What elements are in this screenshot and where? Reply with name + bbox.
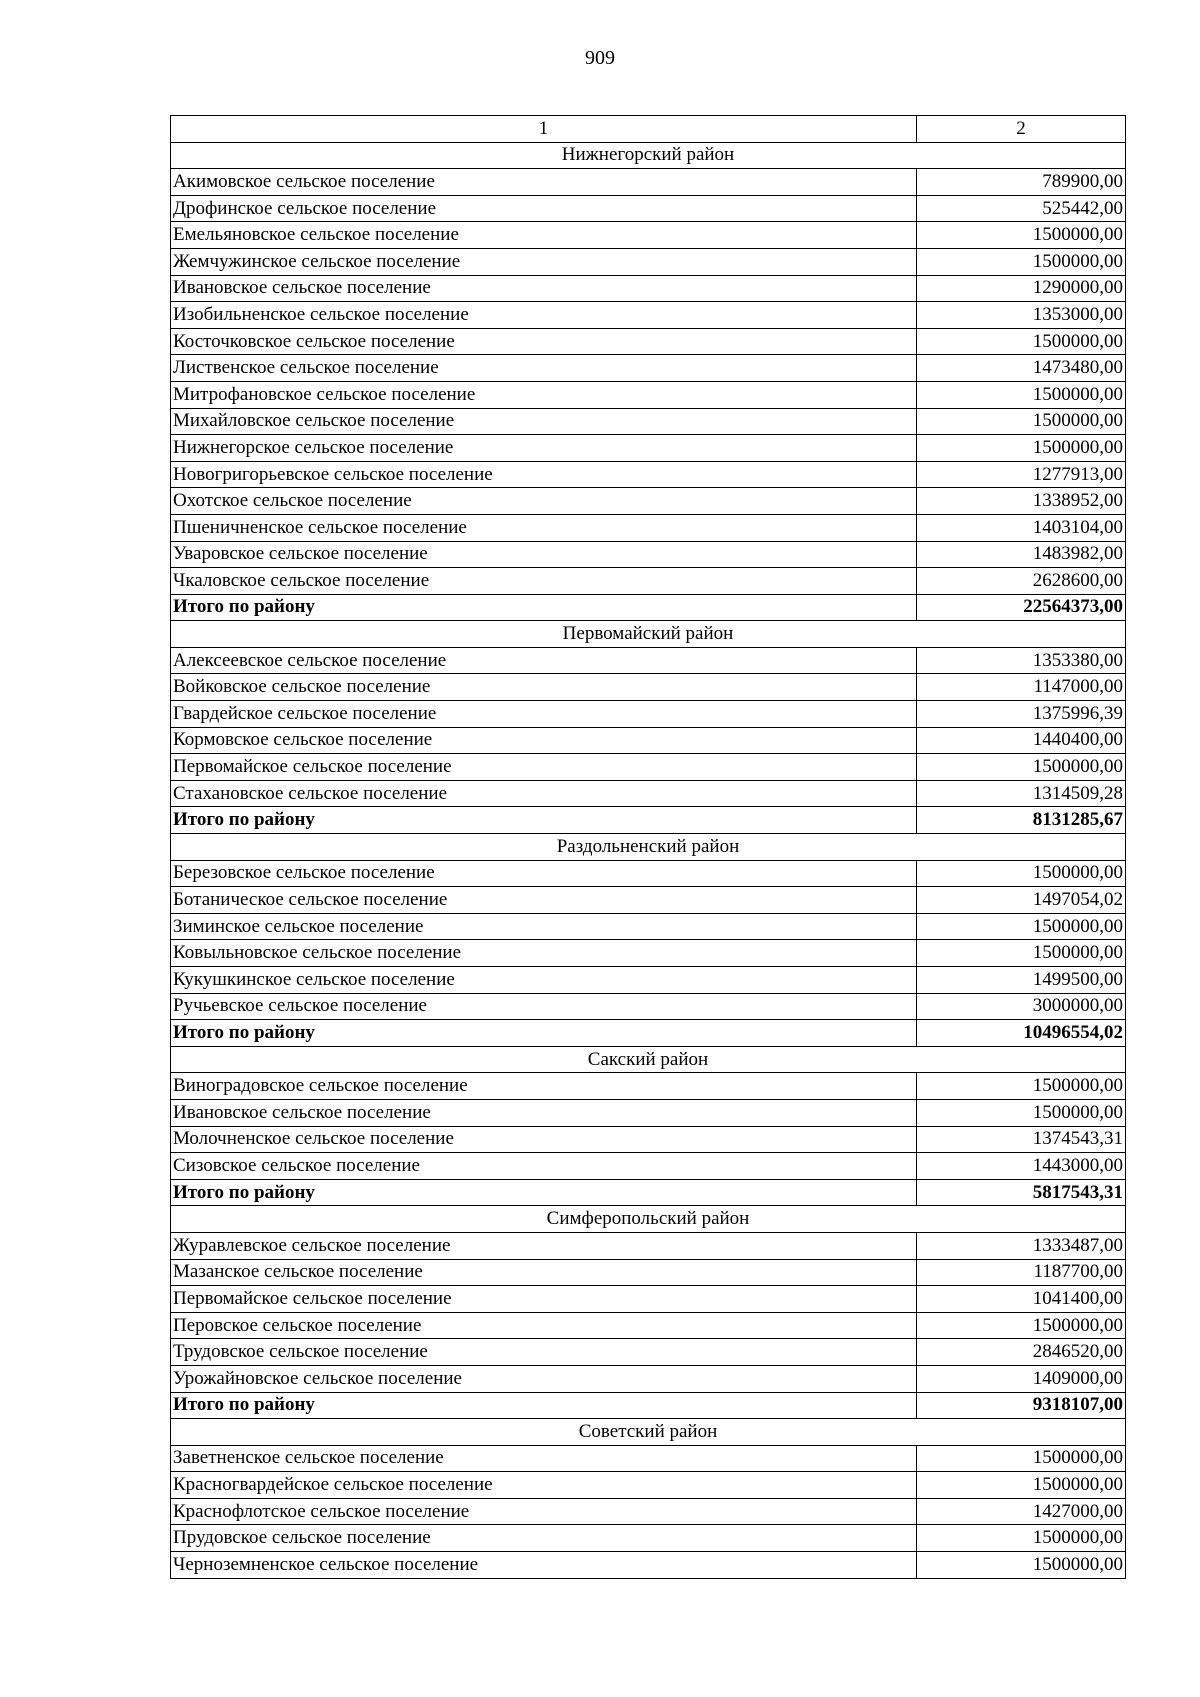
settlement-row bbox=[171, 1552, 1126, 1579]
district-name: Раздольненский район bbox=[171, 834, 1126, 861]
settlement-name: Березовское сельское поселение bbox=[171, 860, 917, 887]
settlement-row bbox=[171, 647, 1126, 674]
settlement-row bbox=[171, 1472, 1126, 1499]
settlement-name: Ручьевское сельское поселение bbox=[171, 993, 917, 1020]
settlement-row bbox=[171, 1259, 1126, 1286]
settlement-amount: 1403104,00 bbox=[917, 514, 1126, 541]
settlement-name: Чкаловское сельское поселение bbox=[171, 568, 917, 595]
settlement-row bbox=[171, 913, 1126, 940]
settlement-name: Ивановское сельское поселение bbox=[171, 1099, 917, 1126]
settlement-name: Прудовское сельское поселение bbox=[171, 1525, 917, 1552]
settlement-name: Молочненское сельское поселение bbox=[171, 1126, 917, 1153]
settlement-name: Войковское сельское поселение bbox=[171, 674, 917, 701]
settlement-name: Черноземненское сельское поселение bbox=[171, 1552, 917, 1579]
settlement-row bbox=[171, 1498, 1126, 1525]
settlement-amount: 1147000,00 bbox=[917, 674, 1126, 701]
settlement-row bbox=[171, 1312, 1126, 1339]
district-row bbox=[171, 1206, 1126, 1233]
settlement-amount: 1500000,00 bbox=[917, 754, 1126, 781]
settlement-amount: 3000000,00 bbox=[917, 993, 1126, 1020]
settlement-name: Косточковское сельское поселение bbox=[171, 328, 917, 355]
settlement-name: Охотское сельское поселение bbox=[171, 488, 917, 515]
settlement-row bbox=[171, 1339, 1126, 1366]
settlement-amount: 1290000,00 bbox=[917, 275, 1126, 302]
district-row bbox=[171, 834, 1126, 861]
district-total-amount: 22564373,00 bbox=[917, 594, 1126, 621]
budget-table-body bbox=[171, 116, 1126, 1579]
settlement-row bbox=[171, 275, 1126, 302]
district-total-label: Итого по району bbox=[171, 1392, 917, 1419]
settlement-row bbox=[171, 1445, 1126, 1472]
settlement-name: Михайловское сельское поселение bbox=[171, 408, 917, 435]
settlement-row bbox=[171, 1365, 1126, 1392]
settlement-amount: 1499500,00 bbox=[917, 967, 1126, 994]
settlement-name: Ковыльновское сельское поселение bbox=[171, 940, 917, 967]
settlement-amount: 1473480,00 bbox=[917, 355, 1126, 382]
district-total-label: Итого по району bbox=[171, 807, 917, 834]
settlement-row bbox=[171, 1073, 1126, 1100]
settlement-row bbox=[171, 754, 1126, 781]
district-total-row bbox=[171, 807, 1126, 834]
settlement-amount: 1338952,00 bbox=[917, 488, 1126, 515]
settlement-name: Стахановское сельское поселение bbox=[171, 780, 917, 807]
settlement-amount: 2846520,00 bbox=[917, 1339, 1126, 1366]
district-row bbox=[171, 1046, 1126, 1073]
settlement-row bbox=[171, 461, 1126, 488]
district-total-row bbox=[171, 1179, 1126, 1206]
settlement-row bbox=[171, 887, 1126, 914]
settlement-row bbox=[171, 1525, 1126, 1552]
settlement-row bbox=[171, 701, 1126, 728]
settlement-row bbox=[171, 195, 1126, 222]
settlement-row bbox=[171, 940, 1126, 967]
settlement-name: Гвардейское сельское поселение bbox=[171, 701, 917, 728]
settlement-name: Уваровское сельское поселение bbox=[171, 541, 917, 568]
settlement-row bbox=[171, 488, 1126, 515]
settlement-amount: 1409000,00 bbox=[917, 1365, 1126, 1392]
settlement-amount: 1440400,00 bbox=[917, 727, 1126, 754]
district-total-row bbox=[171, 594, 1126, 621]
budget-table bbox=[170, 115, 1126, 1579]
settlement-name: Новогригорьевское сельское поселение bbox=[171, 461, 917, 488]
settlement-row bbox=[171, 993, 1126, 1020]
page-number: 909 bbox=[585, 47, 615, 69]
settlement-row bbox=[171, 169, 1126, 196]
settlement-name: Кормовское сельское поселение bbox=[171, 727, 917, 754]
settlement-amount: 525442,00 bbox=[917, 195, 1126, 222]
settlement-name: Заветненское сельское поселение bbox=[171, 1445, 917, 1472]
district-row bbox=[171, 1419, 1126, 1446]
settlement-amount: 1277913,00 bbox=[917, 461, 1126, 488]
district-name: Советский район bbox=[171, 1419, 1126, 1446]
settlement-name: Журавлевское сельское поселение bbox=[171, 1232, 917, 1259]
settlement-name: Акимовское сельское поселение bbox=[171, 169, 917, 196]
district-total-row bbox=[171, 1392, 1126, 1419]
settlement-name: Сизовское сельское поселение bbox=[171, 1153, 917, 1180]
settlement-amount: 1353000,00 bbox=[917, 302, 1126, 329]
settlement-row bbox=[171, 435, 1126, 462]
settlement-row bbox=[171, 222, 1126, 249]
district-total-amount: 10496554,02 bbox=[917, 1020, 1126, 1047]
settlement-row bbox=[171, 967, 1126, 994]
district-name: Нижнегорский район bbox=[171, 142, 1126, 169]
settlement-amount: 1314509,28 bbox=[917, 780, 1126, 807]
settlement-row bbox=[171, 727, 1126, 754]
settlement-row bbox=[171, 1153, 1126, 1180]
table-header-row bbox=[171, 116, 1126, 143]
settlement-name: Трудовское сельское поселение bbox=[171, 1339, 917, 1366]
settlement-amount: 1353380,00 bbox=[917, 647, 1126, 674]
settlement-amount: 1483982,00 bbox=[917, 541, 1126, 568]
settlement-row bbox=[171, 780, 1126, 807]
settlement-name: Первомайское сельское поселение bbox=[171, 754, 917, 781]
district-row bbox=[171, 621, 1126, 648]
settlement-amount: 2628600,00 bbox=[917, 568, 1126, 595]
settlement-name: Дрофинское сельское поселение bbox=[171, 195, 917, 222]
settlement-row bbox=[171, 1286, 1126, 1313]
settlement-name: Урожайновское сельское поселение bbox=[171, 1365, 917, 1392]
settlement-name: Емельяновское сельское поселение bbox=[171, 222, 917, 249]
settlement-row bbox=[171, 1126, 1126, 1153]
settlement-row bbox=[171, 328, 1126, 355]
settlement-amount: 1375996,39 bbox=[917, 701, 1126, 728]
settlement-amount: 1500000,00 bbox=[917, 248, 1126, 275]
settlement-row bbox=[171, 408, 1126, 435]
district-name: Первомайский район bbox=[171, 621, 1126, 648]
settlement-amount: 1500000,00 bbox=[917, 1073, 1126, 1100]
settlement-row bbox=[171, 248, 1126, 275]
settlement-amount: 1187700,00 bbox=[917, 1259, 1126, 1286]
settlement-name: Пшеничненское сельское поселение bbox=[171, 514, 917, 541]
settlement-amount: 1500000,00 bbox=[917, 1552, 1126, 1579]
settlement-row bbox=[171, 514, 1126, 541]
settlement-amount: 1500000,00 bbox=[917, 222, 1126, 249]
settlement-amount: 1500000,00 bbox=[917, 1445, 1126, 1472]
settlement-name: Изобильненское сельское поселение bbox=[171, 302, 917, 329]
settlement-name: Кукушкинское сельское поселение bbox=[171, 967, 917, 994]
settlement-amount: 1500000,00 bbox=[917, 940, 1126, 967]
settlement-name: Красногвардейское сельское поселение bbox=[171, 1472, 917, 1499]
settlement-amount: 1500000,00 bbox=[917, 381, 1126, 408]
settlement-name: Первомайское сельское поселение bbox=[171, 1286, 917, 1313]
district-row bbox=[171, 142, 1126, 169]
settlement-amount: 1427000,00 bbox=[917, 1498, 1126, 1525]
column-header-1: 1 bbox=[171, 116, 917, 143]
settlement-row bbox=[171, 860, 1126, 887]
settlement-name: Краснофлотское сельское поселение bbox=[171, 1498, 917, 1525]
district-name: Симферопольский район bbox=[171, 1206, 1126, 1233]
settlement-row bbox=[171, 541, 1126, 568]
settlement-name: Лиственское сельское поселение bbox=[171, 355, 917, 382]
district-total-label: Итого по району bbox=[171, 1020, 917, 1047]
settlement-name: Зиминское сельское поселение bbox=[171, 913, 917, 940]
settlement-row bbox=[171, 1099, 1126, 1126]
settlement-amount: 789900,00 bbox=[917, 169, 1126, 196]
settlement-amount: 1443000,00 bbox=[917, 1153, 1126, 1180]
district-name: Сакский район bbox=[171, 1046, 1126, 1073]
district-total-label: Итого по району bbox=[171, 1179, 917, 1206]
settlement-amount: 1500000,00 bbox=[917, 1525, 1126, 1552]
district-total-amount: 8131285,67 bbox=[917, 807, 1126, 834]
settlement-amount: 1497054,02 bbox=[917, 887, 1126, 914]
settlement-amount: 1333487,00 bbox=[917, 1232, 1126, 1259]
settlement-amount: 1500000,00 bbox=[917, 860, 1126, 887]
settlement-amount: 1500000,00 bbox=[917, 408, 1126, 435]
settlement-row bbox=[171, 674, 1126, 701]
settlement-amount: 1374543,31 bbox=[917, 1126, 1126, 1153]
district-total-amount: 5817543,31 bbox=[917, 1179, 1126, 1206]
district-total-row bbox=[171, 1020, 1126, 1047]
settlement-name: Мазанское сельское поселение bbox=[171, 1259, 917, 1286]
settlement-row bbox=[171, 568, 1126, 595]
column-header-2: 2 bbox=[917, 116, 1126, 143]
settlement-amount: 1500000,00 bbox=[917, 435, 1126, 462]
settlement-row bbox=[171, 1232, 1126, 1259]
settlement-name: Ивановское сельское поселение bbox=[171, 275, 917, 302]
settlement-amount: 1500000,00 bbox=[917, 1472, 1126, 1499]
settlement-name: Перовское сельское поселение bbox=[171, 1312, 917, 1339]
settlement-name: Жемчужинское сельское поселение bbox=[171, 248, 917, 275]
settlement-name: Ботаническое сельское поселение bbox=[171, 887, 917, 914]
settlement-amount: 1041400,00 bbox=[917, 1286, 1126, 1313]
settlement-amount: 1500000,00 bbox=[917, 328, 1126, 355]
settlement-amount: 1500000,00 bbox=[917, 1099, 1126, 1126]
settlement-name: Нижнегорское сельское поселение bbox=[171, 435, 917, 462]
settlement-amount: 1500000,00 bbox=[917, 1312, 1126, 1339]
settlement-name: Митрофановское сельское поселение bbox=[171, 381, 917, 408]
settlement-name: Алексеевское сельское поселение bbox=[171, 647, 917, 674]
settlement-amount: 1500000,00 bbox=[917, 913, 1126, 940]
settlement-row bbox=[171, 302, 1126, 329]
district-total-amount: 9318107,00 bbox=[917, 1392, 1126, 1419]
settlement-name: Виноградовское сельское поселение bbox=[171, 1073, 917, 1100]
district-total-label: Итого по району bbox=[171, 594, 917, 621]
settlement-row bbox=[171, 355, 1126, 382]
settlement-row bbox=[171, 381, 1126, 408]
